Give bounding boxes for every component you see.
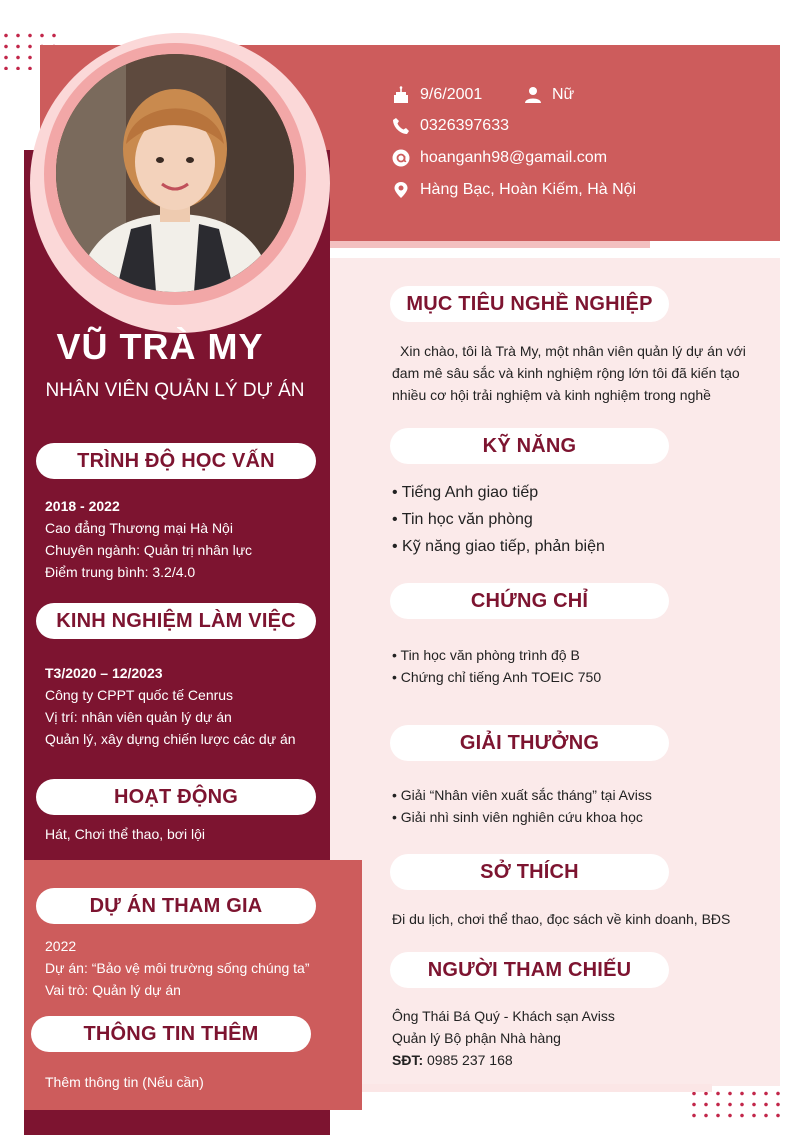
references-phone [392, 1049, 615, 1071]
list-item: • Giải “Nhân viên xuất sắc tháng” tại Aviss [392, 787, 652, 803]
profile-name: VŨ TRÀ MY [56, 326, 264, 367]
email-icon [392, 149, 410, 167]
certificates-list [392, 644, 601, 688]
awards-list [392, 784, 652, 828]
user-icon [524, 86, 542, 104]
profile-job-title: NHÂN VIÊN QUẢN LÝ DỰ ÁN [45, 380, 305, 401]
experience-section [45, 662, 296, 750]
projects-heading: DỰ ÁN THAM GIA [36, 888, 316, 924]
right-pale-panel-edge [352, 1084, 712, 1092]
projects-section [45, 935, 310, 1001]
contact-birthday [392, 86, 482, 104]
references-phone-label: SĐT: [392, 1052, 424, 1068]
objective-line: đam mê sâu sắc và kinh nghiệm rộng lớn tôi đã kiến tạo [392, 365, 740, 381]
avatar [56, 54, 294, 292]
objective-line: Xin chào, tôi là Trà My, một nhân viên quản lý dự án với [400, 343, 746, 359]
skills-list [392, 479, 605, 560]
location-pin-icon [392, 181, 410, 199]
list-item: • Chứng chỉ tiếng Anh TOEIC 750 [392, 669, 602, 685]
education-heading: TRÌNH ĐỘ HỌC VẤN [36, 443, 316, 479]
hobbies-heading: SỞ THÍCH [390, 854, 669, 890]
activities-heading: HOẠT ĐỘNG [36, 779, 316, 815]
objective-text [392, 340, 746, 406]
skills-heading: KỸ NĂNG [390, 428, 669, 464]
list-item: • Tiếng Anh giao tiếp [392, 484, 539, 501]
list-item: • Tin học văn phòng [392, 511, 533, 528]
references-section [392, 1005, 615, 1071]
contact-gender [524, 86, 574, 104]
education-period: 2018 - 2022 [45, 498, 120, 514]
experience-heading: KINH NGHIỆM LÀM VIỆC [36, 603, 316, 639]
list-item: • Tin học văn phòng trình độ B [392, 647, 580, 663]
awards-heading: GIẢI THƯỞNG [390, 725, 669, 761]
birthday-cake-icon [392, 86, 410, 104]
experience-duty: Quản lý, xây dựng chiến lược các dự án [45, 731, 296, 747]
experience-company: Công ty CPPT quốc tế Cenrus [45, 687, 234, 703]
contact-birthday-value: 9/6/2001 [420, 86, 483, 103]
contact-address-value: Hàng Bạc, Hoàn Kiếm, Hà Nội [420, 181, 637, 198]
contact-email [392, 149, 607, 167]
phone-icon [392, 117, 410, 135]
contact-phone-value: 0326397633 [420, 117, 509, 134]
list-item: • Giải nhì sinh viên nghiên cứu khoa học [392, 809, 643, 825]
list-item: • Kỹ năng giao tiếp, phản biện [392, 538, 605, 555]
projects-year: 2022 [45, 938, 77, 954]
header-band-edge [330, 241, 650, 248]
person-photo-icon [56, 54, 294, 292]
references-line1: Ông Thái Bá Quý - Khách sạn Aviss [392, 1008, 615, 1024]
experience-period: T3/2020 – 12/2023 [45, 665, 163, 681]
certificates-heading: CHỨNG CHỈ [390, 583, 669, 619]
education-section [45, 495, 252, 583]
references-line2: Quản lý Bộ phận Nhà hàng [392, 1030, 561, 1046]
projects-role: Vai trò: Quản lý dự án [45, 982, 181, 998]
hobbies-text: Đi du lịch, chơi thể thao, đọc sách về kinh doanh, BĐS [392, 911, 731, 927]
references-phone-value: 0985 237 168 [423, 1052, 513, 1068]
extra-heading: THÔNG TIN THÊM [31, 1016, 311, 1052]
education-gpa: Điểm trung bình: 3.2/4.0 [45, 564, 196, 580]
extra-text: Thêm thông tin (Nếu cần) [45, 1074, 204, 1090]
education-major: Chuyên ngành: Quản trị nhân lực [45, 542, 253, 558]
contact-address [392, 181, 636, 199]
references-heading: NGƯỜI THAM CHIẾU [390, 952, 669, 988]
objective-line: nhiều cơ hội trải nghiệm và kinh nghiệm trong nghề [392, 387, 711, 403]
contact-gender-value: Nữ [552, 86, 575, 103]
activities-text: Hát, Chơi thể thao, bơi lội [45, 826, 205, 842]
education-school: Cao đẳng Thương mại Hà Nội [45, 520, 233, 536]
experience-position: Vị trí: nhân viên quản lý dự án [45, 709, 232, 725]
projects-project: Dự án: “Bảo vệ môi trường sống chúng ta” [45, 960, 310, 976]
contact-email-value[interactable]: hoanganh98@gamail.com [420, 149, 608, 166]
contact-phone [392, 117, 509, 135]
objective-heading: MỤC TIÊU NGHỀ NGHIỆP [390, 286, 669, 322]
